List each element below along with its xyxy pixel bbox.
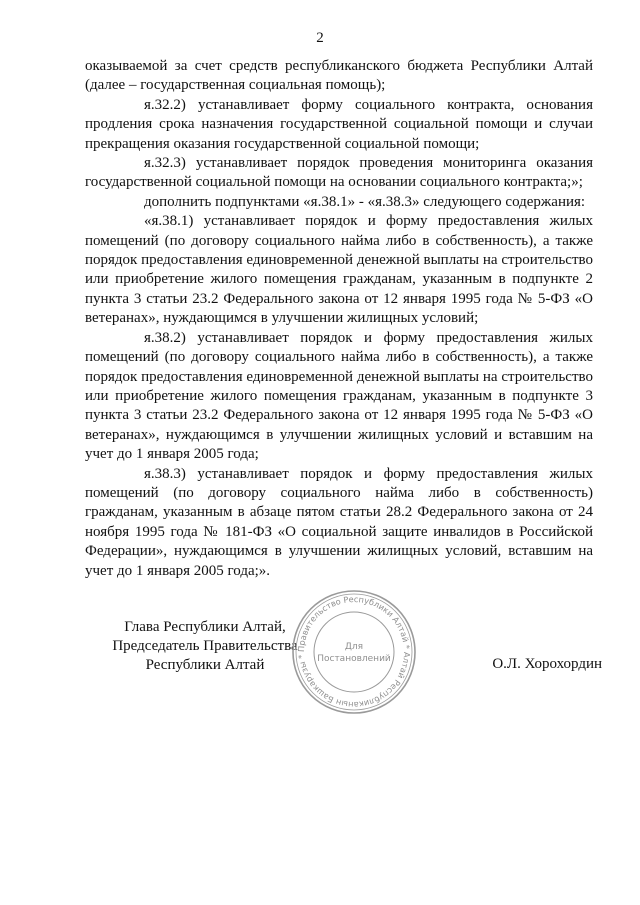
paragraph: дополнить подпунктами «я.38.1» - «я.38.3» следующего содержания: (144, 193, 586, 210)
page-number: 2 (316, 30, 324, 46)
paragraph: оказываемой за счет средств республиканского бюджета Республики Алтай (далее – государственная социальная помощь); (85, 58, 593, 94)
signatory-title-line: Председатель Правительства (112, 638, 298, 654)
signatory-name: О.Л. Хорохордин (492, 656, 602, 672)
stamp-center-line: Для (344, 642, 364, 652)
document-body (85, 57, 593, 581)
stamp-ring-text: Правительство Республики Алтай * Алтай Республиканын Башкарузы * (295, 593, 413, 711)
signatory-title-line: Республики Алтай (145, 657, 265, 673)
signatory-title (110, 618, 300, 675)
paragraph: я.38.2) устанавливает порядок и форму предоставления жилых помещений (по договору социального найма либо в собственность), а также порядок предоставления единовременной денежной выплаты на строительство или приобретение жилого помещения гражданам, указанным в подпункте 3 пункта 3 статьи 23.2 Федерального закона от 12 января 1995 года № 5-ФЗ «О ветеранах», нуждающимся в улучшении жилищных условий и вставшим на учет до 1 января 2005 года; (85, 329, 593, 463)
paragraph: я.38.3) устанавливает порядок и форму предоставления жилых помещений (по договору социального найма либо в собственность) гражданам, указанным в абзаце пятом статьи 28.2 Федерального закона от 24 ноября 1995 года № 181-ФЗ «О социальной защите инвалидов в Российской Федерации», нуждающимся в улучшении жилищных условий, вставшим на учет до 1 января 2005 года;». (85, 465, 593, 579)
official-stamp (290, 588, 418, 716)
paragraph: я.32.3) устанавливает порядок проведения мониторинга оказания государственной социальной помощи на основании социального контракта;»; (85, 155, 593, 191)
paragraph: «я.38.1) устанавливает порядок и форму предоставления жилых помещений (по договору социального найма либо в собственность), а также порядок предоставления единовременной денежной выплаты на строительство или приобретение жилого помещения гражданам, указанным в подпункте 2 пункта 3 статьи 23.2 Федерального закона от 12 января 1995 года № 5-ФЗ «О ветеранах», нуждающимся в улучшении жилищных условий; (85, 213, 593, 327)
paragraph: я.32.2) устанавливает форму социального контракта, основания продления срока назначения государственной социальной помощи и случаи прекращения оказания государственной социальной помощи; (85, 96, 593, 152)
stamp-center-line: Постановлений (317, 654, 391, 664)
signatory-title-line: Глава Республики Алтай, (124, 619, 286, 635)
